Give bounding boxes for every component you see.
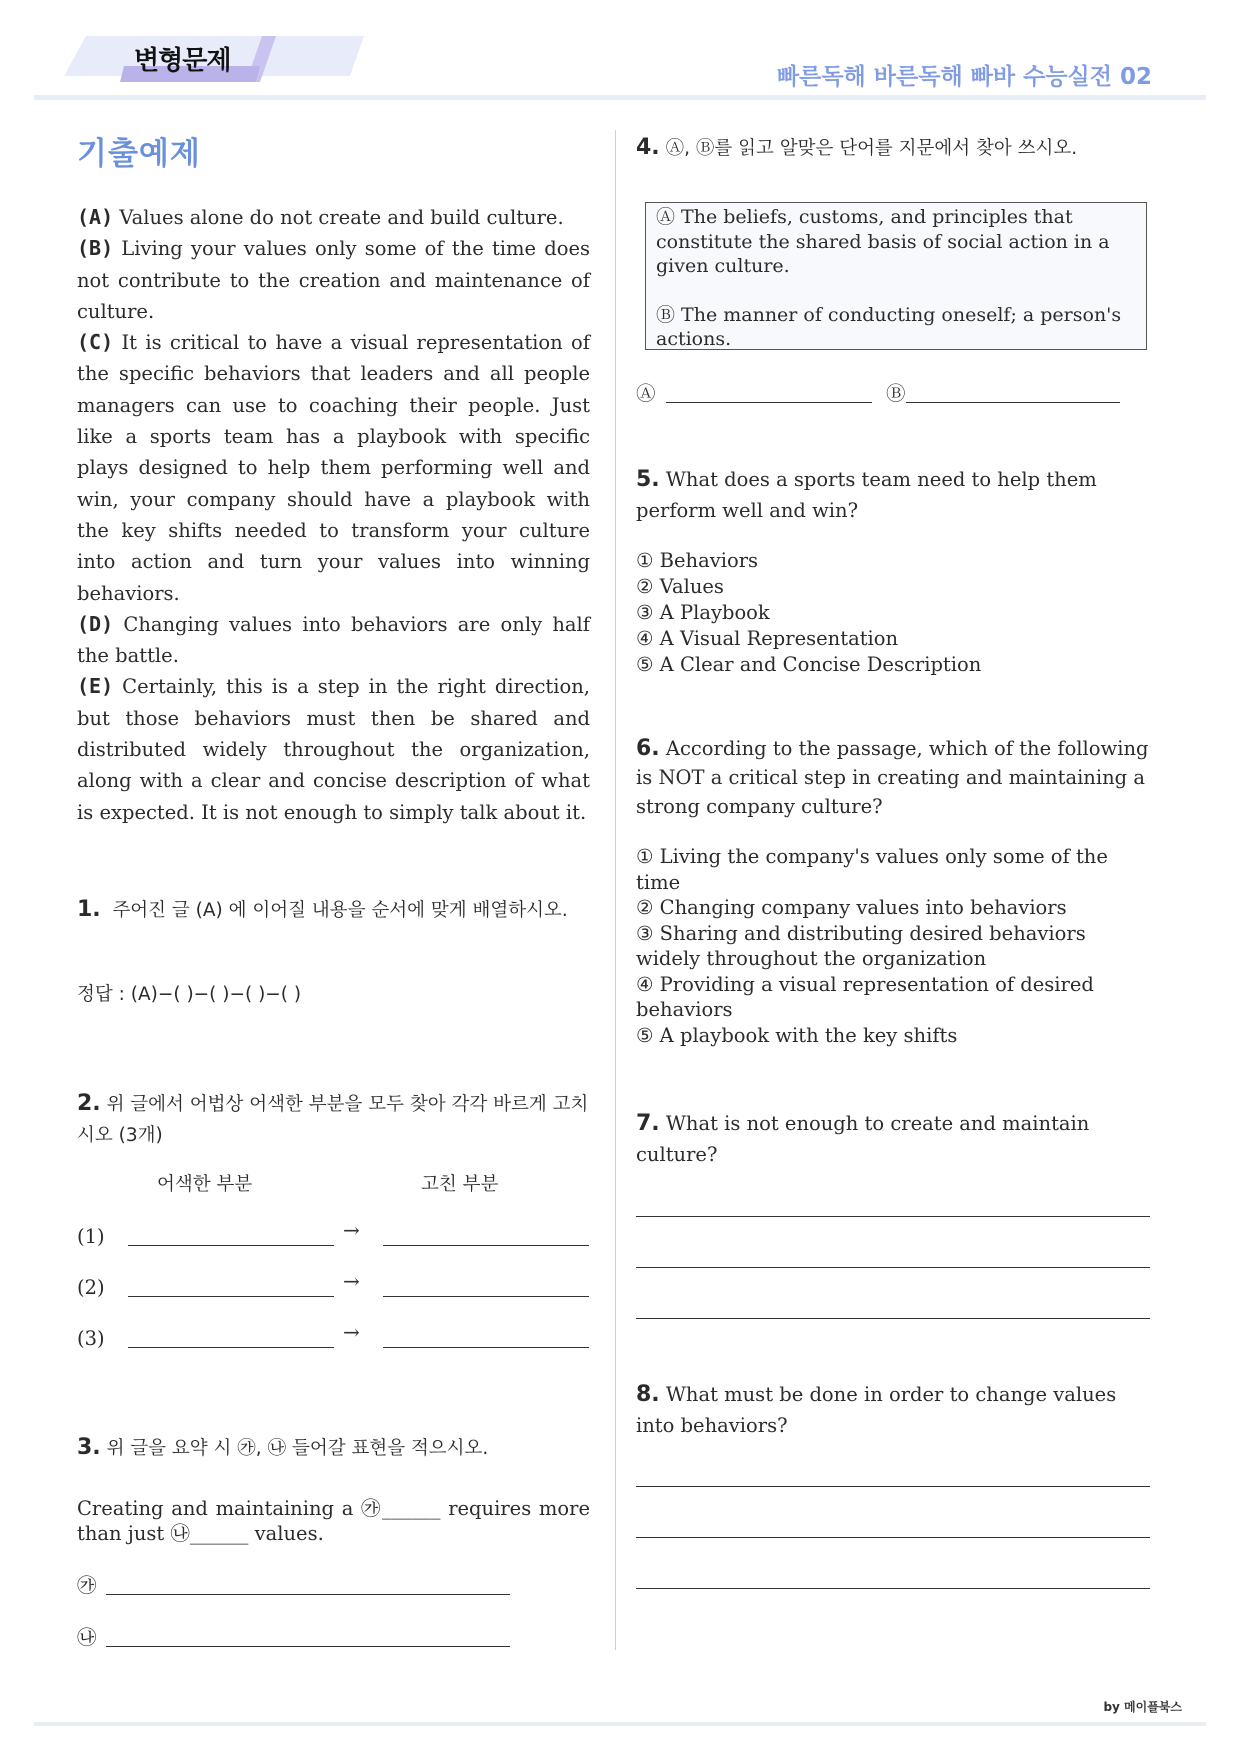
q6-number: 6. xyxy=(636,736,660,761)
q5-choice-5[interactable]: ⑤ A Clear and Concise Description xyxy=(636,653,982,676)
q2-row-3-label: (3) xyxy=(77,1327,105,1350)
q4-definition-b: Ⓑ The manner of conducting oneself; a person's actions. xyxy=(656,303,1122,350)
passage-a xyxy=(77,202,590,233)
passage xyxy=(77,202,590,828)
q2-row-2-fixed-line[interactable] xyxy=(383,1296,589,1297)
passage-b xyxy=(77,233,590,327)
q3-blank-b-label: ㉯ xyxy=(77,1626,97,1649)
q7-text: What is not enough to create and maintain culture? xyxy=(636,1112,1090,1166)
passage-d xyxy=(77,609,590,672)
q2-row-3-wrong-line[interactable] xyxy=(128,1347,334,1348)
q4-blank-b-line[interactable] xyxy=(906,402,1120,403)
q3-summary-line-1: Creating and maintaining a ㉮______ requires more xyxy=(77,1497,590,1520)
q6-choice-3[interactable]: ③ Sharing and distributing desired behaviors widely throughout the organization xyxy=(636,921,1086,970)
passage-d-text: Changing values into behaviors are only half the battle. xyxy=(77,612,590,668)
q5-choice-4[interactable]: ④ A Visual Representation xyxy=(636,627,899,650)
q1-answer[interactable] xyxy=(77,979,301,1010)
q1-answer-blank[interactable]: (A)−( )−( )−( )−( ) xyxy=(130,984,302,1005)
q3-blank-b-line[interactable] xyxy=(106,1646,510,1647)
q6-choice-2[interactable]: ② Changing company values into behaviors xyxy=(636,896,1067,919)
q2-row-3-arrow: → xyxy=(343,1320,360,1344)
q5-choice-2[interactable]: ② Values xyxy=(636,575,724,598)
q5-number: 5. xyxy=(636,467,660,492)
q2-row-1-arrow: → xyxy=(343,1218,360,1242)
q8-answer-line-2[interactable] xyxy=(636,1537,1150,1538)
footer-rule xyxy=(34,1722,1206,1726)
q2-prompt xyxy=(77,1088,590,1151)
q7-answer-line-1[interactable] xyxy=(636,1216,1150,1217)
q2-col-wrong: 어색한 부분 xyxy=(157,1174,253,1195)
q6-choices xyxy=(636,844,1156,1048)
header-rule xyxy=(34,95,1206,100)
q7-number: 7. xyxy=(636,1111,660,1136)
q3-blank-a-line[interactable] xyxy=(106,1594,510,1595)
q2-text: 위 글에서 어법상 어색한 부분을 모두 찾아 각각 바르게 고치시오 (3개) xyxy=(77,1094,589,1146)
q1-prompt xyxy=(77,894,590,926)
q4-blank-a-line[interactable] xyxy=(666,402,872,403)
q3-text: 위 글을 요약 시 ㉮, ㉯ 들어갈 표현을 적으시오. xyxy=(106,1438,489,1459)
q3-number: 3. xyxy=(77,1435,101,1460)
q5-choices xyxy=(636,548,1156,678)
q2-col-fixed: 고친 부분 xyxy=(421,1174,499,1195)
q2-row-1-fixed-line[interactable] xyxy=(383,1245,589,1246)
q2-row-3-fixed-line[interactable] xyxy=(383,1347,589,1348)
q8-answer-line-3[interactable] xyxy=(636,1588,1150,1589)
q8-text: What must be done in order to change values into behaviors? xyxy=(636,1383,1117,1437)
q2-row-2-arrow: → xyxy=(343,1269,360,1293)
q2-row-1-wrong-line[interactable] xyxy=(128,1245,334,1246)
q8-prompt xyxy=(636,1379,1156,1441)
passage-b-tag: (B) xyxy=(77,236,114,261)
q7-answer-line-2[interactable] xyxy=(636,1267,1150,1268)
q4-blank-b-label: Ⓑ xyxy=(886,382,906,405)
q5-prompt xyxy=(636,464,1156,526)
q4-definition-box xyxy=(645,202,1147,350)
q5-choice-3[interactable]: ③ A Playbook xyxy=(636,601,770,624)
column-divider xyxy=(615,130,616,1650)
q6-text: According to the passage, which of the following is NOT a critical step in creating and maintaining a strong company culture? xyxy=(636,737,1149,818)
passage-a-text: Values alone do not create and build culture. xyxy=(113,206,564,229)
q6-prompt xyxy=(636,734,1156,821)
passage-c xyxy=(77,327,590,609)
q6-choice-1[interactable]: ① Living the company's values only some of the time xyxy=(636,845,1108,894)
q6-choice-4[interactable]: ④ Providing a visual representation of desired behaviors xyxy=(636,972,1094,1021)
q4-text: Ⓐ, Ⓑ를 읽고 알맞은 단어를 지문에서 찾아 쓰시오. xyxy=(665,138,1078,159)
q6-choice-5[interactable]: ⑤ A playbook with the key shifts xyxy=(636,1023,958,1047)
q1-text: 주어진 글 (A) 에 이어질 내용을 순서에 맞게 배열하시오. xyxy=(112,900,568,921)
q2-row-2-label: (2) xyxy=(77,1276,105,1299)
q1-answer-label: 정답 : xyxy=(77,984,125,1005)
passage-e xyxy=(77,671,590,827)
passage-a-tag: (A) xyxy=(77,205,114,229)
q2-row-1-label: (1) xyxy=(77,1225,105,1248)
passage-e-tag: (E) xyxy=(77,674,114,699)
passage-b-text: Living your values only some of the time does not contribute to the creation and maintenance of culture. xyxy=(77,237,590,323)
q4-blank-a-label: Ⓐ xyxy=(636,382,656,405)
passage-d-tag: (D) xyxy=(77,611,114,636)
q8-number: 8. xyxy=(636,1382,660,1407)
q4-prompt xyxy=(636,132,1156,164)
section-title: 기출예제 xyxy=(77,136,201,172)
q2-number: 2. xyxy=(77,1091,101,1116)
q7-answer-line-3[interactable] xyxy=(636,1318,1150,1319)
q1-number: 1. xyxy=(77,897,101,922)
header-label: 변형문제 xyxy=(134,46,231,76)
q8-answer-line-1[interactable] xyxy=(636,1486,1150,1487)
q2-row-2-wrong-line[interactable] xyxy=(128,1296,334,1297)
q4-number: 4. xyxy=(636,135,660,160)
q7-prompt xyxy=(636,1108,1096,1170)
header-title: 빠른독해 바른독해 빠바 수능실전 02 xyxy=(776,64,1152,90)
q4-definition-a: Ⓐ The beliefs, customs, and principles that constitute the shared basis of social action in a given culture. xyxy=(656,206,1110,277)
q5-text: What does a sports team need to help them perform well and win? xyxy=(636,468,1097,522)
passage-c-text: It is critical to have a visual representation of the specific behaviors that leaders and all people managers can use to coaching their people. Just like a sports team has a playbook with specific plays designed to help them performing well and win, your company should have a playbook with the key shifts needed to transform your culture into action and turn your values into winning behaviors. xyxy=(77,331,590,605)
q3-blank-a-label: ㉮ xyxy=(77,1574,97,1597)
q3-summary-line-2: than just ㉯______ values. xyxy=(77,1522,324,1545)
passage-c-tag: (C) xyxy=(77,330,114,355)
passage-e-text: Certainly, this is a step in the right direction, but those behaviors must then be shared and distributed widely throughout the organization, along with a clear and concise description of what is expected. It is not enough to simply talk about it. xyxy=(77,675,590,824)
q5-choice-1[interactable]: ① Behaviors xyxy=(636,549,759,572)
footer-credit: by 메이플북스 xyxy=(1103,1700,1182,1714)
q3-prompt xyxy=(77,1432,590,1464)
